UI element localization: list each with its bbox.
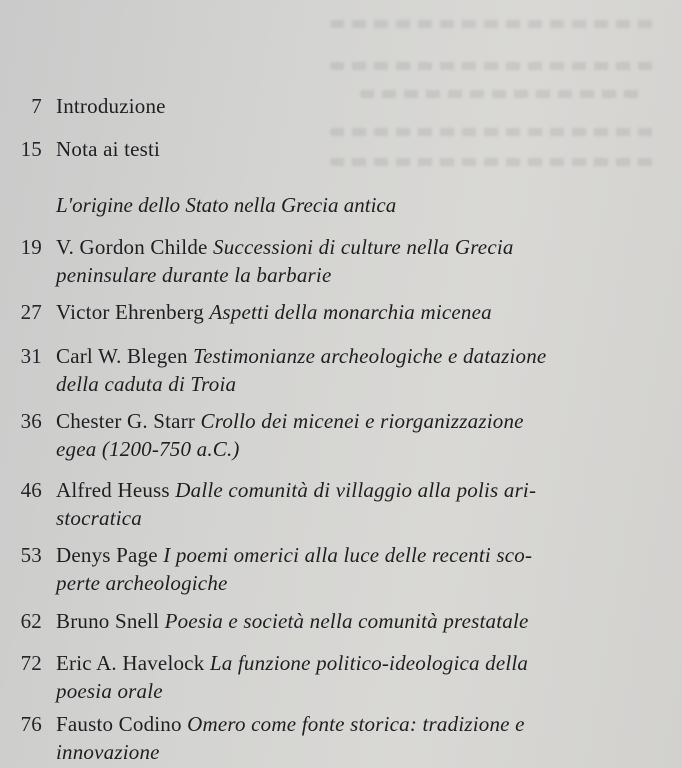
entry-text (56, 541, 634, 597)
essay-title: Dalle comunità di villaggio alla polis ari- (175, 478, 537, 502)
author-name: Bruno Snell (56, 609, 160, 633)
entry-text (56, 92, 634, 120)
page-number: 46 (20, 478, 42, 502)
page-number: 62 (20, 609, 42, 633)
essay-title-continued: poesia orale (56, 679, 163, 703)
author-name: Denys Page (56, 543, 158, 567)
author-name: Carl W. Blegen (56, 344, 188, 368)
essay-title: Crollo dei micenei e riorganizzazione (200, 409, 524, 433)
entry-text (56, 607, 634, 635)
essay-title: Poesia e società nella comunità prestatale (164, 609, 529, 633)
page-number: 53 (20, 543, 42, 567)
entry-title: Introduzione (56, 94, 166, 118)
entry-text (56, 476, 634, 532)
essay-title-continued: innovazione (56, 740, 160, 764)
essay-title-continued: stocratica (56, 506, 142, 530)
entry-text (56, 649, 634, 705)
essay-title: La funzione politico-ideologica della (209, 651, 529, 675)
essay-title: Omero come fonte storica: tradizione e (187, 712, 525, 736)
essay-title: Aspetti della monarchia micenea (209, 300, 492, 324)
essay-title: Testimonianze archeologiche e datazione (193, 344, 547, 368)
author-name: Chester G. Starr (56, 409, 196, 433)
entry-text (56, 298, 634, 326)
page-number: 7 (31, 94, 42, 118)
author-name: Victor Ehrenberg (56, 300, 204, 324)
essay-title: I poemi omerici alla luce delle recenti sco- (163, 543, 533, 567)
essay-title-continued: peninsulare durante la barbarie (56, 263, 332, 287)
page-number: 19 (20, 235, 42, 259)
section-heading: L'origine dello Stato nella Grecia antica (56, 193, 397, 217)
entry-text (56, 407, 634, 463)
author-name: Fausto Codino (56, 712, 182, 736)
entry-title: Nota ai testi (56, 137, 161, 161)
essay-title: Successioni di culture nella Grecia (213, 235, 514, 259)
page-number: 15 (20, 137, 42, 161)
essay-title-continued: perte archeologiche (56, 571, 228, 595)
page-number: 31 (20, 344, 42, 368)
essay-title-continued: della caduta di Troia (56, 372, 237, 396)
entry-text (56, 710, 634, 766)
author-name: Alfred Heuss (56, 478, 170, 502)
entry-text (56, 135, 634, 163)
page-number: 27 (20, 300, 42, 324)
page-number: 36 (20, 409, 42, 433)
page-number: 72 (20, 651, 42, 675)
entry-text (56, 233, 634, 289)
author-name: Eric A. Havelock (56, 651, 205, 675)
author-name: V. Gordon Childe (56, 235, 208, 259)
page-number: 76 (20, 712, 42, 736)
essay-title-continued: egea (1200-750 a.C.) (56, 437, 240, 461)
entry-text (56, 342, 634, 398)
